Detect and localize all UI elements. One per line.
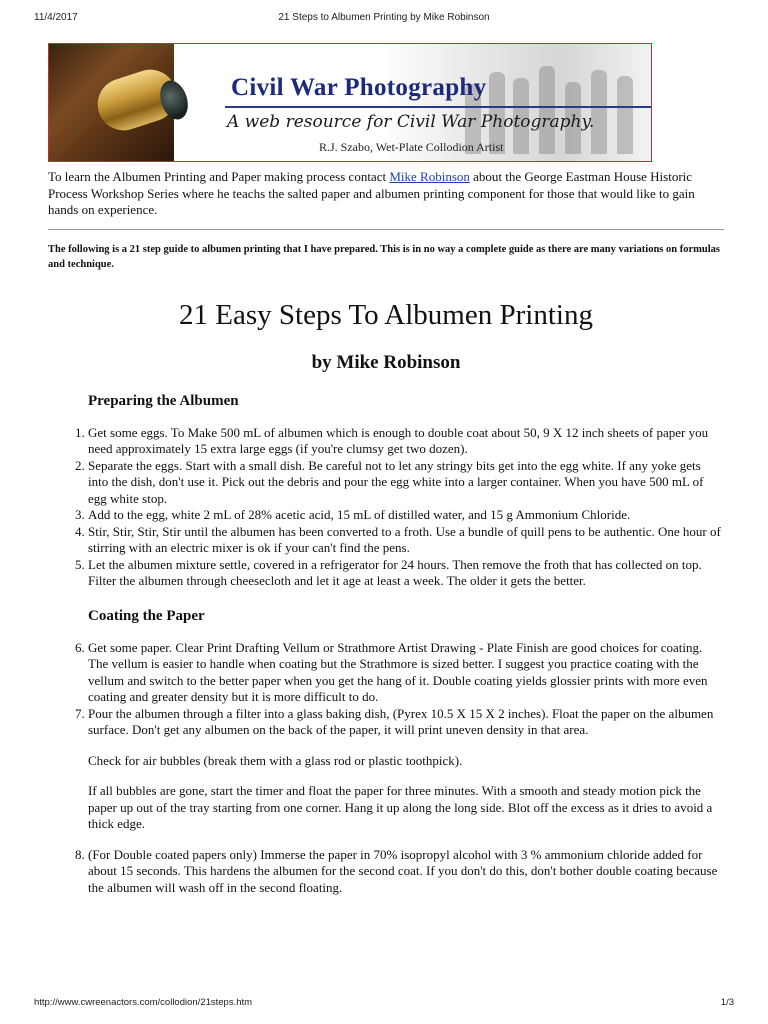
step-item: 4. Stir, Stir, Stir, Stir until the albumen has been converted to a froth. Use a bundle of quill pens to be authentic. One hour of stirring with an electric mixer is ok if your can't find the pens. [88, 524, 724, 557]
print-date: 11/4/2017 [34, 12, 78, 23]
banner-tagline: A web resource for Civil War Photography. [227, 112, 595, 132]
article-content [48, 169, 724, 896]
site-banner[interactable] [48, 43, 652, 162]
step-item: 8. (For Double coated papers only) Immerse the paper in 70% isopropyl alcohol with 3 % ammonium chloride added for about 15 seconds. This hardens the albumen for the second coat. If you don't do this, don't bother double coating because the albumen will wash off in the second floating. [88, 847, 724, 897]
page-title: 21 Easy Steps To Albumen Printing [179, 298, 593, 331]
banner-artist-credit: R.J. Szabo, Wet-Plate Collodion Artist [319, 140, 504, 154]
step-subparagraph: Check for air bubbles (break them with a glass rod or plastic toothpick). [88, 752, 463, 768]
step-item: 1. Get some eggs. To Make 500 mL of albumen which is enough to double coat about 50, 9 X 12 inch sheets of paper you need approximately 15 extra large eggs (if you're clumsy get two dozen). [88, 425, 724, 458]
print-page-number: 1/3 [720, 997, 734, 1008]
step-subparagraph: If all bubbles are gone, start the timer and float the paper for three minutes. With a smooth and steady motion pick the paper up out of the tray starting from one corner. Hang it up along the long side. Blot off the excess as it dries to avoid a thick edge. [88, 783, 713, 831]
print-footer [34, 997, 734, 1008]
section-heading-preparing: Preparing the Albumen [88, 392, 239, 409]
banner-divider [225, 106, 652, 108]
step-item: 3. Add to the egg, white 2 mL of 28% acetic acid, 15 mL of distilled water, and 15 g Ammonium Chloride. [88, 507, 724, 524]
steps-list-preparing [48, 425, 724, 590]
step-text: Pour the albumen through a filter into a glass baking dish, (Pyrex 10.5 X 15 X 2 inches). Float the paper on the albumen surface. Don't get any albumen on the back of the paper, it will print uneven density in that area. [88, 705, 714, 737]
step-item: 6. Get some paper. Clear Print Drafting Vellum or Strathmore Artist Drawing - Plate Finish are good choices for coating. The vellum is easier to handle when coating but the Strathmore is sized better. I suggest you practice coating with the vellum and switch to the better paper when you get the hang of it. Double coating yields glossier prints with more even coating and greater density but it is more difficult to do. [88, 640, 724, 706]
print-document-title: 21 Steps to Albumen Printing by Mike Robinson [278, 12, 490, 23]
step-item: 5. Let the albumen mixture settle, covered in a refrigerator for 24 hours. Then remove the froth that has collected on top. Filter the albumen through cheesecloth and let it age at least a week. The older it gets the better. [88, 557, 724, 590]
print-header [34, 12, 734, 26]
intro-paragraph [48, 169, 724, 219]
print-footer-url: http://www.cwreenactors.com/collodion/21steps.htm [34, 997, 253, 1008]
guide-note: The following is a 21 step guide to albumen printing that I have prepared. This is in no way a complete guide as there are many variations on formulas and technique. [48, 243, 720, 270]
horizontal-rule [48, 229, 724, 230]
byline: by Mike Robinson [311, 351, 461, 373]
banner-title: Civil War Photography [231, 74, 487, 101]
camera-lens-image [49, 44, 174, 161]
steps-list-coating [48, 640, 724, 897]
intro-text-before: To learn the Albumen Printing and Paper making process contact [48, 169, 390, 184]
step-item [88, 706, 724, 847]
soldiers-photo-backdrop [455, 54, 645, 154]
step-item: 2. Separate the eggs. Start with a small dish. Be careful not to let any stringy bits get into the egg white. If any yoke gets into the dish, don't use it. Pick out the debris and pour the egg white into a larger container. When you have 500 mL of egg white stop. [88, 458, 724, 508]
section-heading-coating: Coating the Paper [88, 607, 205, 624]
intro-text-after: about the George Eastman House Historic Process Workshop Series where he teachs the salted paper and albumen printing component for those that would like to gain hands on experience. [48, 169, 695, 217]
mike-robinson-link[interactable]: Mike Robinson [389, 169, 470, 184]
